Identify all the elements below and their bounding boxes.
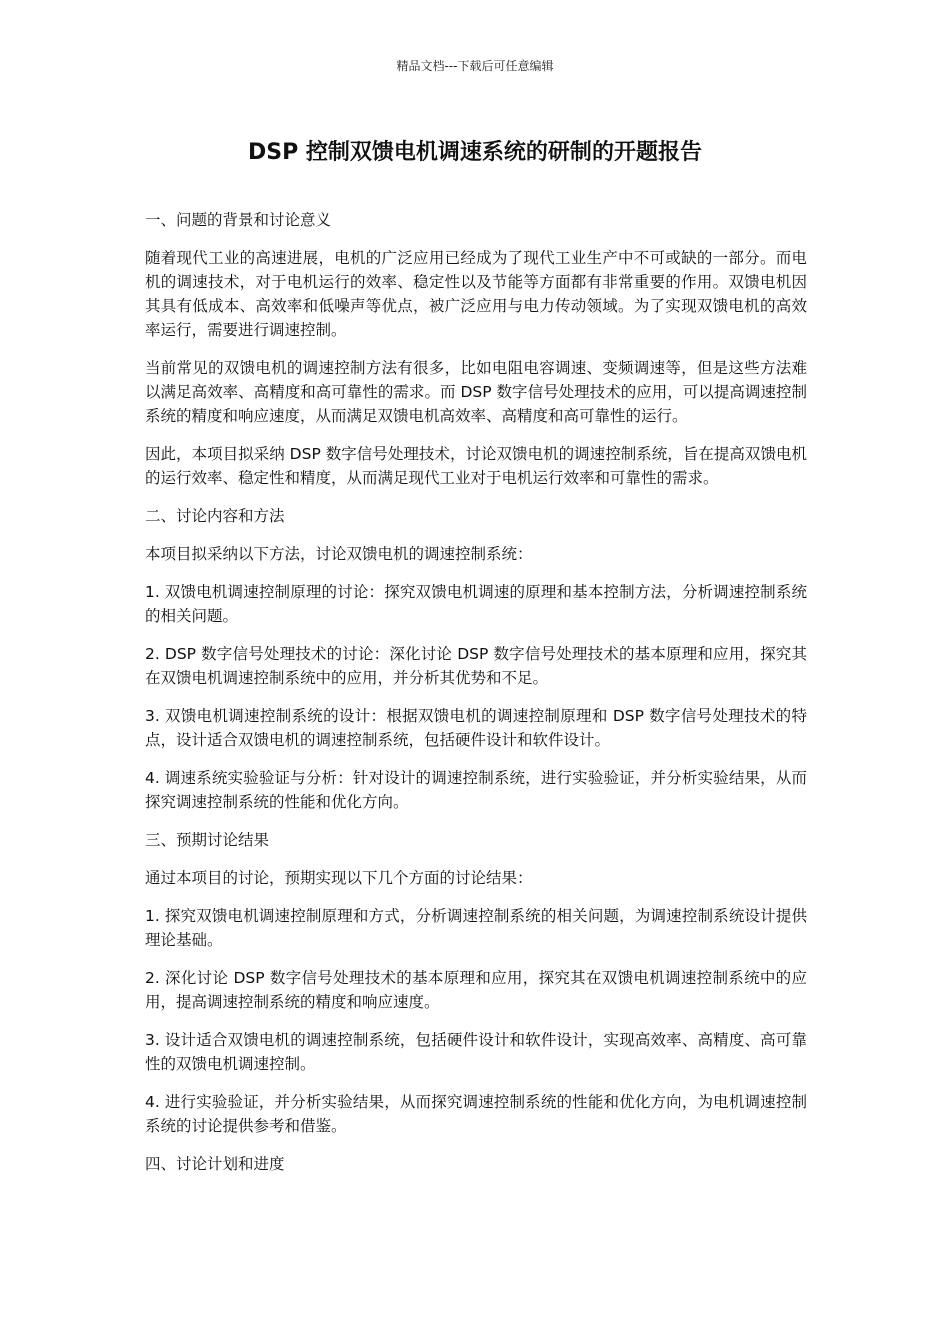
list-item: 1. 双馈电机调速控制原理的讨论：探究双馈电机调速的原理和基本控制方法，分析调速控制系统的相关问题。: [145, 583, 807, 625]
document-title: DSP 控制双馈电机调速系统的研制的开题报告: [248, 140, 702, 165]
section-heading-expected-results: 三、预期讨论结果: [145, 831, 270, 849]
paragraph: 本项目拟采纳以下方法，讨论双馈电机的调速控制系统：: [145, 545, 533, 563]
page-header: 精品文档---下载后可任意编辑: [396, 59, 554, 73]
list-item: 4. 调速系统实验验证与分析：针对设计的调速控制系统，进行实验验证，并分析实验结果，从而探究调速控制系统的性能和优化方向。: [145, 769, 807, 811]
paragraph: 通过本项目的讨论，预期实现以下几个方面的讨论结果：: [145, 869, 533, 887]
list-item: 2. 深化讨论 DSP 数字信号处理技术的基本原理和应用，探究其在双馈电机调速控制系统中的应用，提高调速控制系统的精度和响应速度。: [145, 969, 807, 1011]
list-item: 3. 设计适合双馈电机的调速控制系统，包括硬件设计和软件设计，实现高效率、高精度、高可靠性的双馈电机调速控制。: [145, 1031, 807, 1073]
list-item: 1. 探究双馈电机调速控制原理和方式，分析调速控制系统的相关问题，为调速控制系统设计提供理论基础。: [145, 907, 807, 949]
section-heading-plan-schedule: 四、讨论计划和进度: [145, 1155, 285, 1173]
section-heading-content-methods: 二、讨论内容和方法: [145, 507, 285, 525]
document-body: [145, 208, 807, 1190]
paragraph: 因此，本项目拟采纳 DSP 数字信号处理技术，讨论双馈电机的调速控制系统，旨在提高双馈电机的运行效率、稳定性和精度，从而满足现代工业对于电机运行效率和可靠性的需求。: [145, 445, 807, 487]
section-heading-background: 一、问题的背景和讨论意义: [145, 211, 332, 229]
list-item: 4. 进行实验验证，并分析实验结果，从而探究调速控制系统的性能和优化方向，为电机调速控制系统的讨论提供参考和借鉴。: [145, 1093, 807, 1135]
list-item: 2. DSP 数字信号处理技术的讨论：深化讨论 DSP 数字信号处理技术的基本原理和应用，探究其在双馈电机调速控制系统中的应用，并分析其优势和不足。: [145, 645, 807, 687]
paragraph: 当前常见的双馈电机的调速控制方法有很多，比如电阻电容调速、变频调速等，但是这些方法难以满足高效率、高精度和高可靠性的需求。而 DSP 数字信号处理技术的应用，可以提高调速控制系统的精度和响应速度，从而满足双馈电机高效率、高精度和高可靠性的运行。: [145, 359, 807, 425]
list-item: 3. 双馈电机调速控制系统的设计：根据双馈电机的调速控制原理和 DSP 数字信号处理技术的特点，设计适合双馈电机的调速控制系统，包括硬件设计和软件设计。: [145, 707, 807, 749]
paragraph: 随着现代工业的高速进展，电机的广泛应用已经成为了现代工业生产中不可或缺的一部分。而电机的调速技术，对于电机运行的效率、稳定性以及节能等方面都有非常重要的作用。双馈电机因其具有低成本、高效率和低噪声等优点，被广泛应用与电力传动领域。为了实现双馈电机的高效率运行，需要进行调速控制。: [145, 249, 807, 339]
